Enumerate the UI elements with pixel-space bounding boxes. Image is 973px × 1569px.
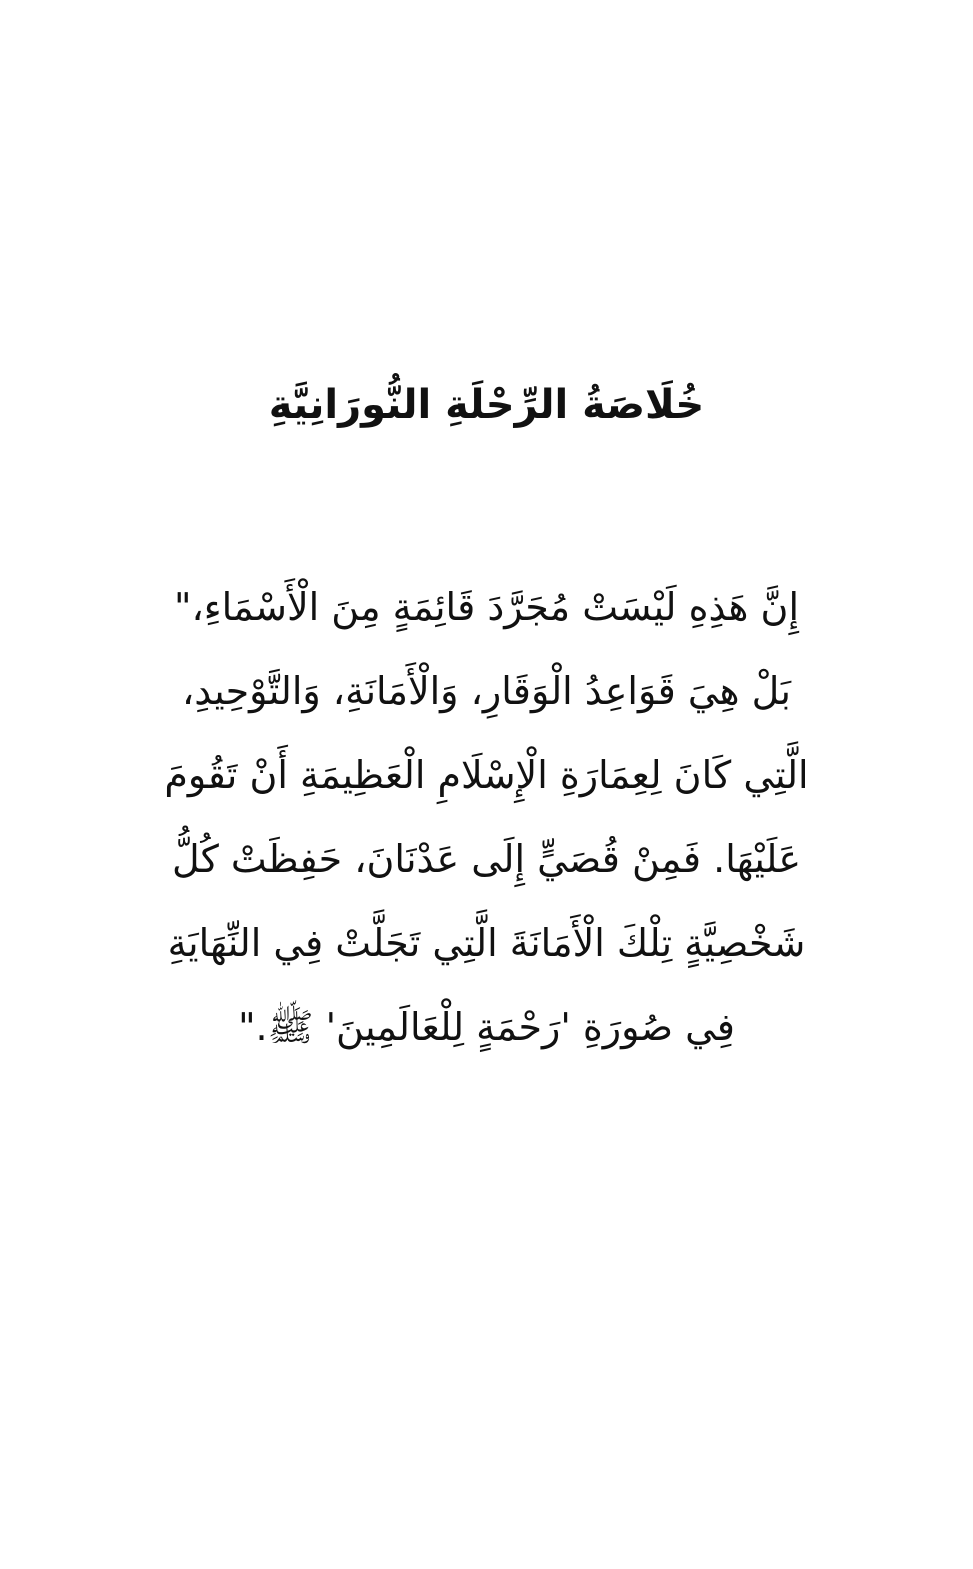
body-line: بَلْ هِيَ قَوَاعِدُ الْوَقَارِ، وَالْأَمَانَةِ، وَالتَّوْحِيدِ، — [181, 669, 792, 713]
body-line: فِي صُورَةِ 'رَحْمَةٍ لِلْعَالَمِينَ' ﷺ." — [238, 1005, 735, 1049]
body-line: شَخْصِيَّةٍ تِلْكَ الْأَمَانَةَ الَّتِي تَجَلَّتْ فِي النِّهَايَةِ — [167, 921, 806, 965]
document-title: خُلَاصَةُ الرِّحْلَةِ النُّورَانِيَّةِ — [268, 382, 705, 428]
body-paragraph — [60, 565, 913, 1069]
body-line: إِنَّ هَذِهِ لَيْسَتْ مُجَرَّدَ قَائِمَةٍ مِنَ الْأَسْمَاءِ،" — [173, 585, 800, 629]
body-line: الَّتِي كَانَ لِعِمَارَةِ الْإِسْلَامِ الْعَظِيمَةِ أَنْ تَقُومَ — [164, 753, 809, 797]
body-line: عَلَيْهَا. فَمِنْ قُصَيٍّ إِلَى عَدْنَانَ، حَفِظَتْ كُلُّ — [171, 837, 802, 881]
